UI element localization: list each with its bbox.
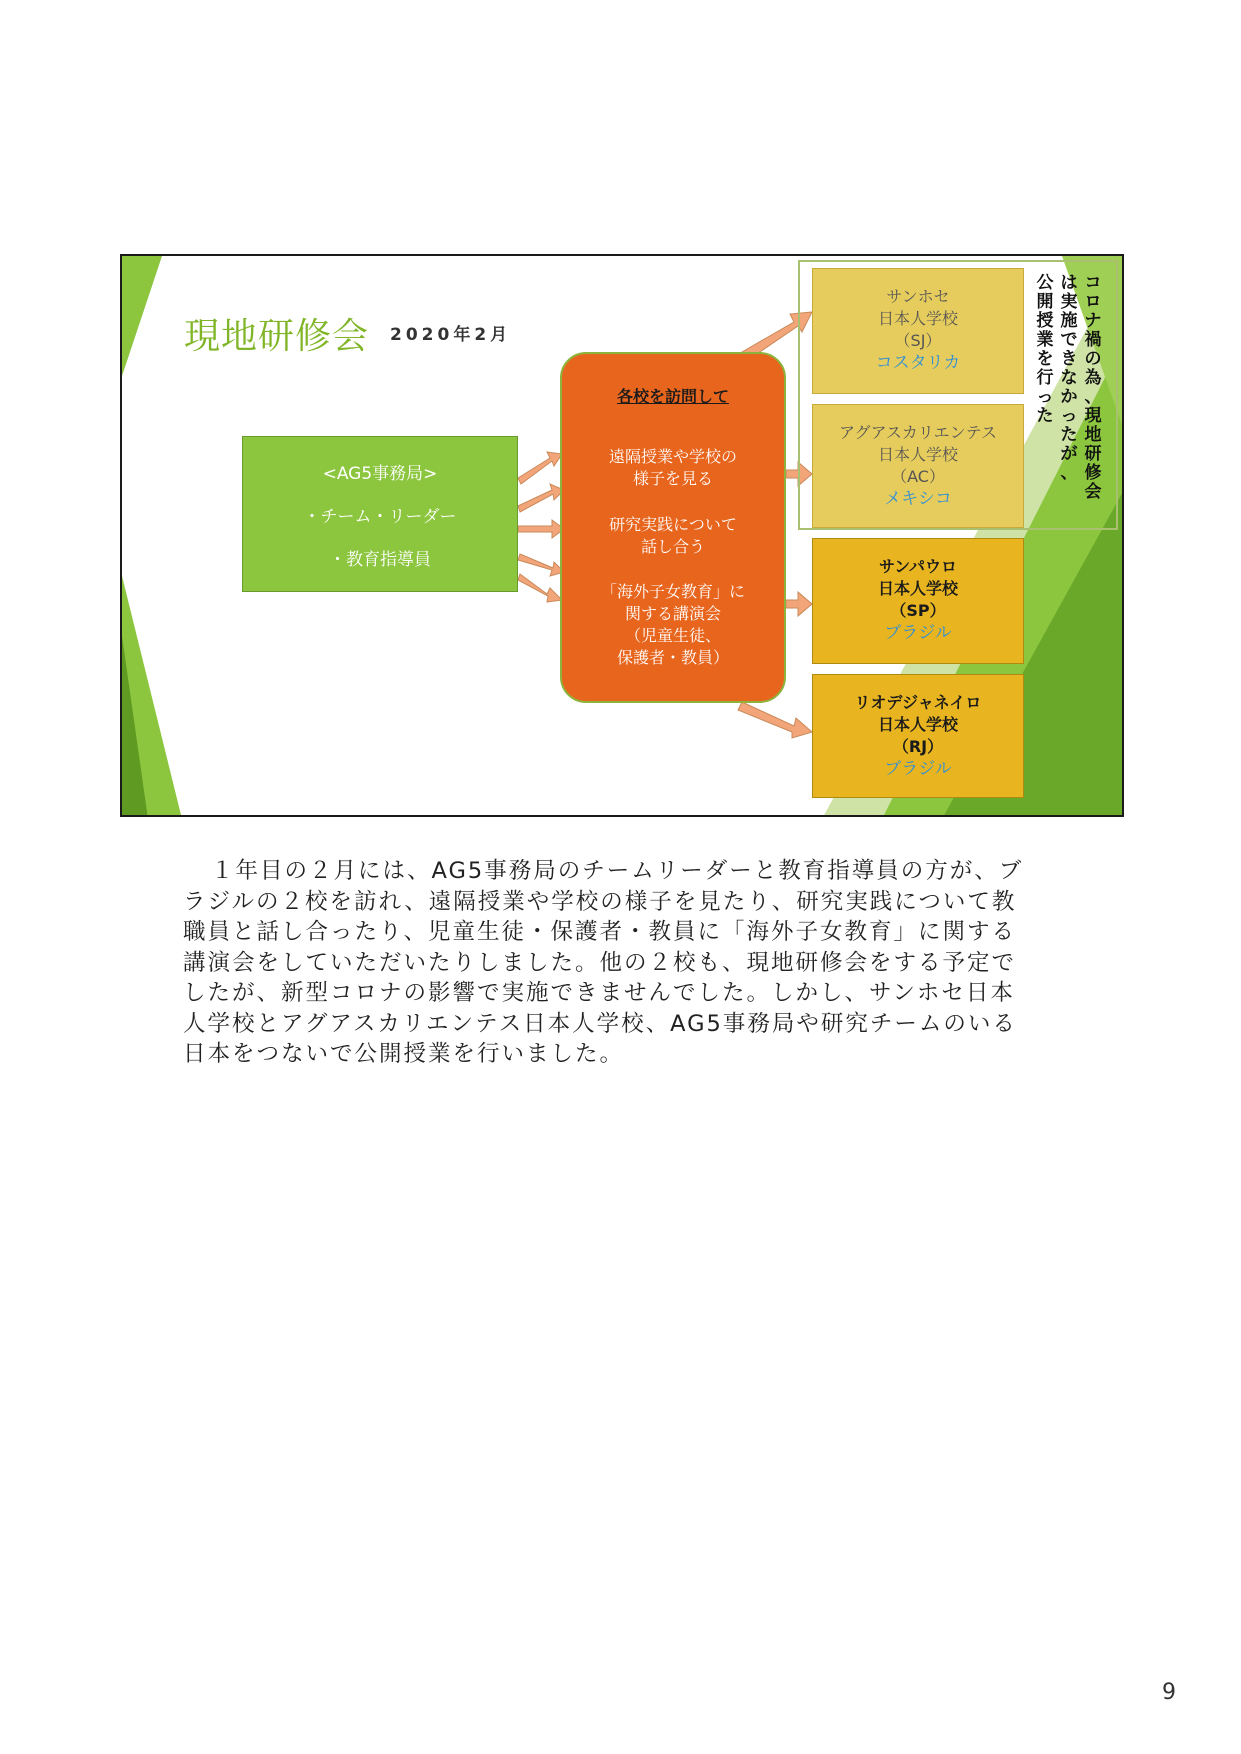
ag5-office-box bbox=[242, 436, 518, 592]
body-line-1: １年目の２月には、AG5事務局のチームリーダーと教育指導員の方が、ブ bbox=[211, 858, 1024, 884]
visit-item-lecture-l4: 保護者・教員） bbox=[616, 648, 729, 667]
body-line-7: 日本をつないで公開授業を行いました。 bbox=[183, 1041, 625, 1067]
school-sj-name-l1: サンホセ bbox=[886, 287, 950, 306]
visit-box bbox=[560, 352, 786, 703]
arrow-to-sp bbox=[786, 592, 812, 616]
school-sj-name-l2: 日本人学校 bbox=[877, 309, 958, 328]
visit-item-research-l2: 話し合う bbox=[640, 537, 705, 556]
vertical-note-col3: 公 開 授 業 を 行 っ た bbox=[1036, 273, 1054, 426]
school-sj-country: コスタリカ bbox=[875, 353, 961, 373]
visit-item-research bbox=[562, 514, 784, 558]
school-sj-code: （SJ） bbox=[894, 331, 942, 350]
visit-item-lecture bbox=[562, 581, 784, 669]
school-rj-name-l1: リオデジャネイロ bbox=[854, 693, 982, 712]
arrow-left-2 bbox=[518, 484, 564, 512]
slide-date: 2020年2月 bbox=[390, 325, 512, 345]
visit-heading: 各校を訪問して bbox=[616, 387, 729, 406]
school-sp-name-l1: サンパウロ bbox=[878, 557, 958, 576]
school-sp-code: （SP） bbox=[890, 601, 946, 620]
visit-item-remote-l2: 様子を見る bbox=[632, 469, 713, 488]
visit-item-remote-l1: 遠隔授業や学校の bbox=[608, 447, 737, 466]
visit-item-lecture-l3: （児童生徒、 bbox=[624, 626, 721, 645]
school-rj-name-l2: 日本人学校 bbox=[877, 715, 958, 734]
school-ac-country: メキシコ bbox=[884, 489, 952, 509]
slide bbox=[120, 254, 1124, 817]
page-number: 9 bbox=[1162, 1680, 1176, 1705]
ag5-heading: <AG5事務局> bbox=[322, 464, 438, 484]
school-sj bbox=[812, 268, 1024, 394]
body-paragraph bbox=[183, 856, 1059, 1070]
school-rj-country: ブラジル bbox=[884, 759, 952, 779]
arrow-left-4 bbox=[518, 554, 564, 576]
school-rj-code: （RJ） bbox=[892, 737, 944, 756]
school-ac-name-l2: 日本人学校 bbox=[877, 445, 958, 464]
slide-title: 現地研修会 bbox=[184, 316, 370, 357]
visit-item-lecture-l2: 関する講演会 bbox=[624, 604, 721, 623]
ag5-instructor: ・教育指導員 bbox=[329, 550, 431, 570]
vertical-note-col1: コ ロ ナ 禍 の 為 、 現 地 研 修 会 bbox=[1084, 273, 1102, 502]
body-line-5: したが、新型コロナの影響で実施できませんでした。しかし、サンホセ日本 bbox=[183, 980, 1015, 1006]
school-sp bbox=[812, 538, 1024, 664]
ag5-team-leader: ・チーム・リーダー bbox=[303, 507, 457, 527]
arrow-left-1 bbox=[518, 452, 562, 484]
school-ac bbox=[812, 404, 1024, 528]
arrow-left-5 bbox=[518, 574, 562, 602]
body-line-3: 職員と話し合ったり、児童生徒・保護者・教員に「海外子女教育」に関する bbox=[183, 919, 1017, 945]
visit-item-remote bbox=[562, 446, 784, 490]
body-line-4: 講演会をしていただいたりしました。他の２校も、現地研修会をする予定で bbox=[183, 949, 1017, 976]
school-sp-name-l2: 日本人学校 bbox=[877, 579, 958, 598]
body-line-2: ラジルの２校を訪れ、遠隔授業や学校の様子を見たり、研究実践について教 bbox=[183, 888, 1017, 915]
body-line-6: 人学校とアグアスカリエンテス日本人学校、AG5事務局や研究チームのいる bbox=[183, 1010, 1017, 1037]
vertical-note-col2: は 実 施 で き な か っ た が 、 bbox=[1060, 273, 1078, 483]
school-sp-country: ブラジル bbox=[884, 623, 952, 643]
visit-item-lecture-l1: 「海外子女教育」に bbox=[600, 582, 745, 601]
school-ac-name-l1: アグアスカリエンテス bbox=[839, 423, 997, 442]
visit-item-research-l1: 研究実践について bbox=[609, 515, 737, 534]
school-rj bbox=[812, 674, 1024, 798]
deco-triangle-left-top bbox=[122, 256, 162, 376]
school-ac-code: （AC） bbox=[891, 467, 945, 486]
arrow-to-rj bbox=[738, 702, 812, 738]
arrow-left-3 bbox=[518, 520, 564, 538]
